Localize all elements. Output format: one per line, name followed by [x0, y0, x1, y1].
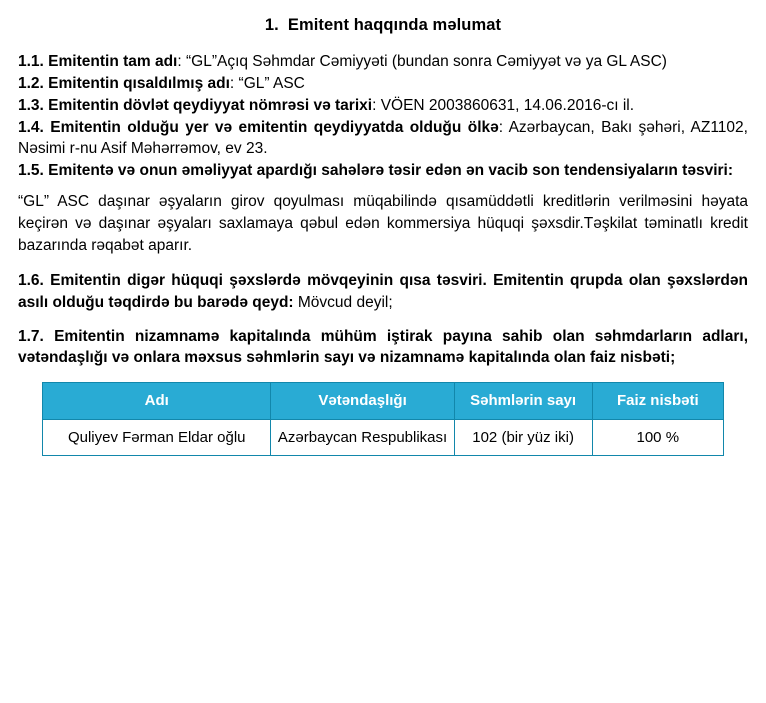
table-header-citizenship: Vətəndaşlığı [271, 382, 454, 419]
table-cell-shares: 102 (bir yüz iki) [454, 419, 592, 456]
section-1-6-label: Emitentin digər hüquqi şəxslərdə mövqeyinin qısa təsviri. Emitentin qrupda olan şəxslərdən asılı olduğu təqdirdə bu barədə qeyd: [18, 272, 748, 311]
section-1-4-value: Azərbaycan, Bakı şəhəri, AZ1102, Nəsimi r-nu Asif Məhərrəmov, ev 23. [18, 119, 748, 158]
section-1-4 [18, 117, 748, 159]
section-1-3-separator: : [372, 97, 381, 115]
section-1-7-label: Emitentin nizamnamə kapitalında mühüm iştirak payına sahib olan səhmdarların adları, vətəndaşlığı və onlara məxsus səhmlərin sayı və nizamnamə kapitalında olan faiz nisbəti; [18, 327, 749, 366]
section-1-1-number: 1.1. [18, 53, 44, 70]
section-1-2-label: Emitentin qısaldılmış adı [48, 75, 230, 93]
page-title [18, 16, 748, 35]
section-1-2-value: “GL” ASC [238, 75, 305, 93]
section-1-4-label: Emitentin olduğu yer və emitentin qeydiyyatda olduğu ölkə [50, 119, 499, 137]
shareholders-table [42, 382, 724, 457]
table-header-name: Adı [43, 382, 271, 419]
page-title-text: Emitent haqqında məlumat [287, 16, 502, 34]
table-header-row [43, 382, 724, 419]
page-title-number: 1. [264, 16, 279, 34]
section-1-1 [18, 51, 748, 72]
section-1-3-number: 1.3. [18, 97, 44, 115]
section-1-4-number: 1.4. [18, 119, 44, 137]
section-1-1-separator: : [177, 53, 186, 70]
section-1-1-label: Emitentin tam adı [48, 53, 178, 70]
section-1-2-separator: : [229, 75, 239, 93]
section-1-3-label: Emitentin dövlət qeydiyyat nömrəsi və tarixi [48, 97, 373, 115]
section-1-3 [18, 95, 748, 116]
table-cell-percent: 100 % [592, 419, 723, 456]
section-1-2-number: 1.2. [18, 75, 44, 93]
section-1-6-number: 1.6. [18, 272, 44, 290]
table-header-shares: Səhmlərin sayı [454, 382, 592, 419]
table-header-percent: Faiz nisbəti [592, 382, 723, 419]
section-1-3-value: VÖEN 2003860631, 14.06.2016-cı il. [380, 97, 635, 115]
section-1-5-body: “GL” ASC daşınar əşyaların girov qoyulması müqabilində qısamüddətli kreditlərin verilməsini həyata keçirən və daşınar əşyaları saxlamaya qəbul edən kommersiya hüquqi şəxsdir.Təşkilat təminatlı kredit bazarında rəqabət aparır. [18, 193, 748, 255]
section-1-6-value: Mövcud deyil; [293, 293, 393, 311]
section-1-1-value: “GL”Açıq Səhmdar Cəmiyyəti (bundan sonra Cəmiyyət və ya GL ASC) [185, 53, 667, 70]
section-1-4-separator: : [498, 119, 509, 137]
section-1-7 [18, 326, 748, 368]
section-1-5-label: Emitentə və onun əməliyyat apardığı sahələrə təsir edən ən vacib son tendensiyaların təsviri: [48, 162, 734, 180]
section-1-5-number: 1.5. [18, 162, 44, 180]
section-1-2 [18, 73, 748, 94]
table-cell-citizenship: Azərbaycan Respublikası [271, 419, 454, 456]
table-row [43, 419, 724, 456]
table-cell-name: Quliyev Fərman Eldar oğlu [43, 419, 271, 456]
section-1-5 [18, 160, 748, 181]
section-1-6 [18, 270, 748, 312]
section-1-7-number: 1.7. [18, 327, 44, 345]
